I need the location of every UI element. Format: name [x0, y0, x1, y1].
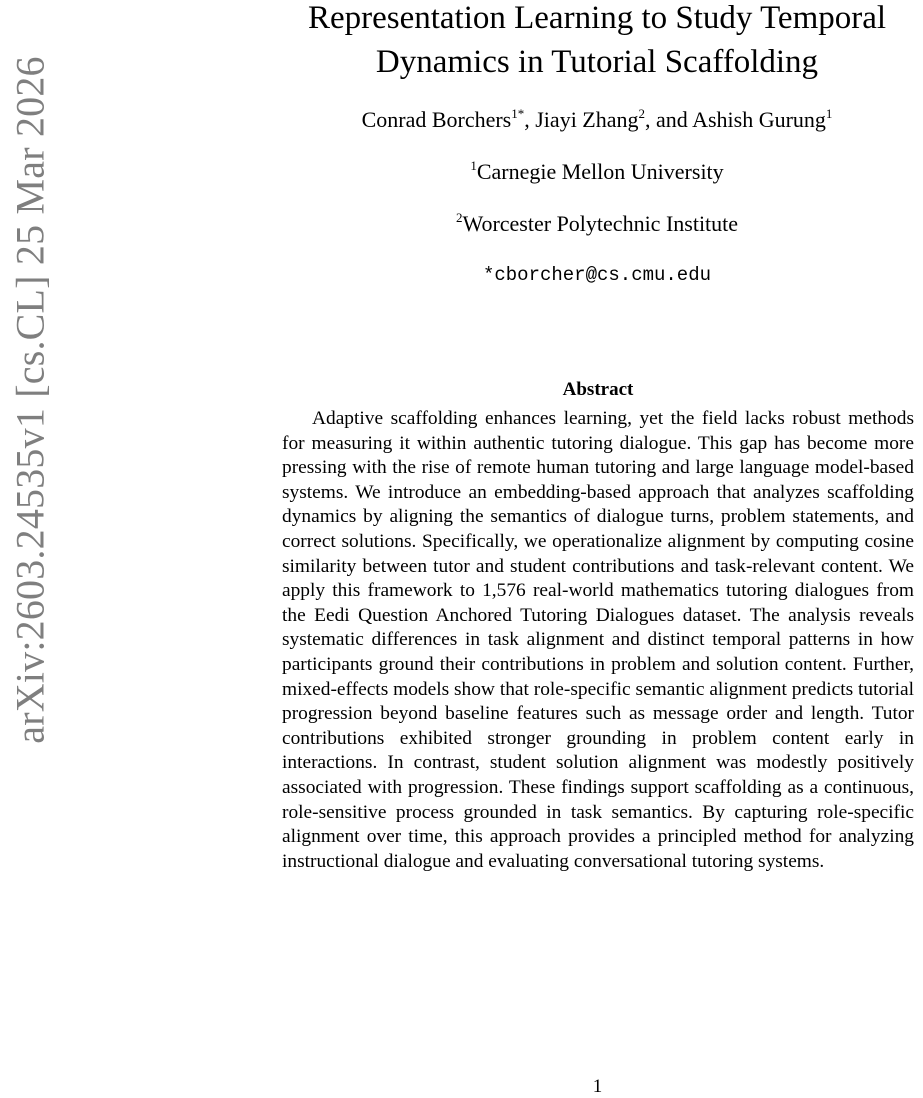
- affiliation-marker: 2: [455, 210, 463, 225]
- author-name: Ashish Gurung: [692, 107, 826, 132]
- author-affiliation-marker: 2: [638, 106, 646, 121]
- page-number: 1: [592, 1076, 603, 1097]
- author-name: Conrad Borchers: [361, 107, 512, 132]
- title-line-2: Dynamics in Tutorial Scaffolding: [375, 44, 819, 80]
- author-affiliation-marker: 1: [825, 106, 833, 121]
- affiliation-name: Worcester Polytechnic Institute: [462, 211, 739, 236]
- affiliation-1: [273, 158, 921, 186]
- author-name: Jiayi Zhang: [535, 107, 639, 132]
- corresponding-email: *cborcher@cs.cmu.edu: [482, 264, 712, 286]
- paper-title: [273, 0, 921, 84]
- author-list: [273, 106, 921, 134]
- author-separator: ,: [524, 107, 536, 132]
- author-affiliation-marker: 1*: [511, 106, 525, 121]
- arxiv-identifier-stamp: [0, 0, 60, 760]
- affiliation-marker: 1: [470, 158, 477, 173]
- abstract-text: Adaptive scaffolding enhances learning, yet the field lacks robust methods for measuring it within authentic tutoring dialogue. This gap has become more pressing with the rise of remote human tutoring and large language model-based systems. We introduce an embedding-based approach that analyzes scaffolding dynamics by aligning the semantics of dialogue turns, problem statements, and correct solutions. Specifically, we operationalize alignment by computing cosine similarity between tutor and student contributions and task-relevant content. We apply this framework to 1,576 real-world mathematics tutoring dialogues from the Eedi Question Anchored Tutoring Dialogues dataset. The analysis reveals systematic differences in task alignment and distinct temporal patterns in how participants ground their contributions in problem and solution content. Further, mixed-effects models show that role-specific semantic alignment predicts tutorial progression beyond baseline features such as message order and length. Tutor contributions exhibited stronger grounding in problem content early in interactions. In contrast, student solution alignment was modestly positively associated with progression. These findings support scaffolding as a continuous, role-sensitive process grounded in task semantics. By capturing role-specific alignment over time, this approach provides a principled method for analyzing instructional dialogue and evaluating conversational tutoring systems.: [282, 408, 914, 872]
- title-line-1: Representation Learning to Study Temporal: [307, 0, 887, 36]
- affiliation-2: [273, 210, 921, 238]
- author-separator: , and: [645, 107, 693, 132]
- affiliation-name: Carnegie Mellon University: [476, 159, 724, 184]
- paper-header: [273, 0, 921, 288]
- abstract-heading: Abstract: [562, 379, 634, 400]
- arxiv-stamp-text: arXiv:2603.24535v1 [cs.CL] 25 Mar 2026: [7, 56, 53, 744]
- abstract-section: [282, 377, 914, 874]
